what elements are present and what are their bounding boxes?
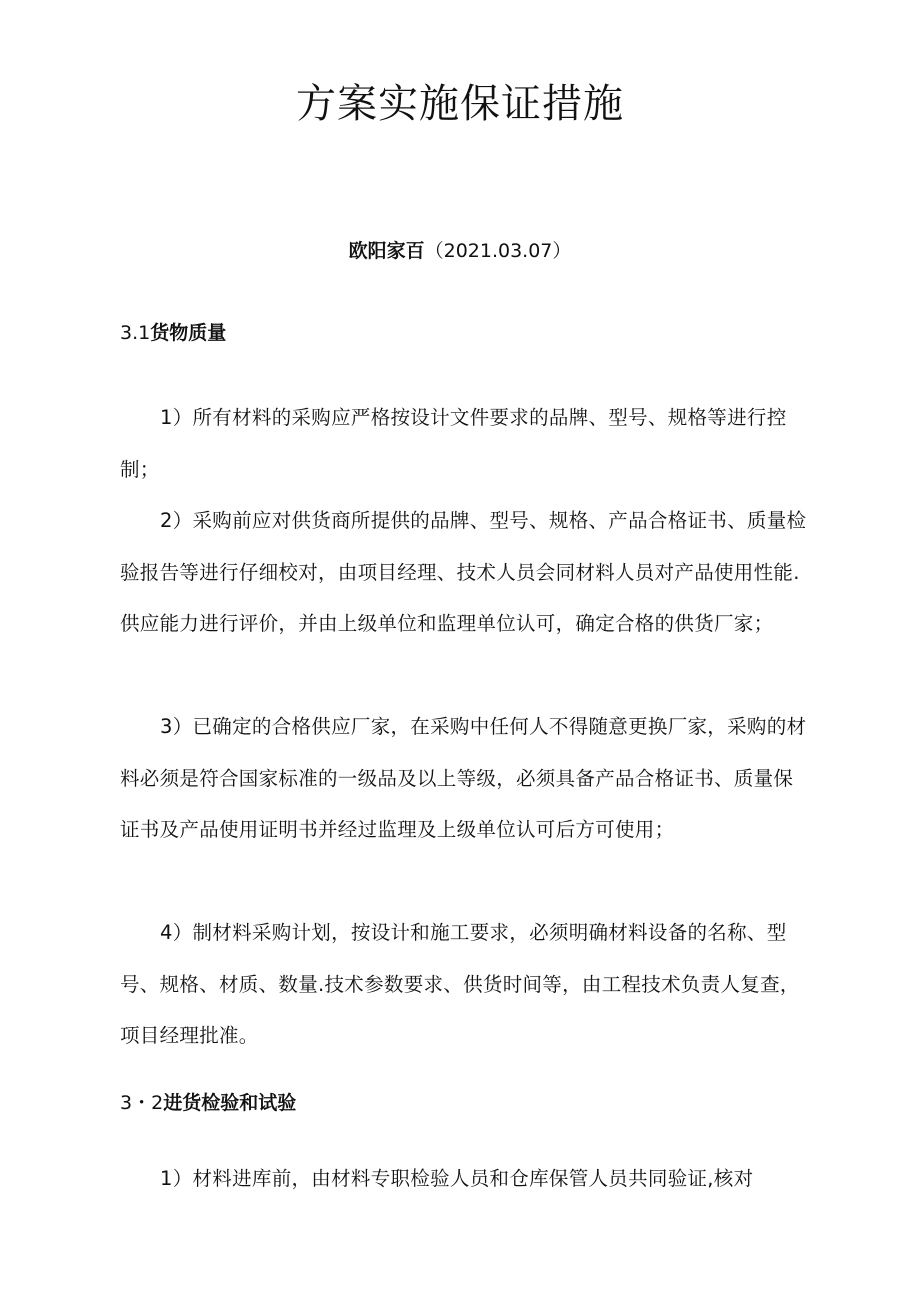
section-title: 进货检验和试验 xyxy=(163,1092,297,1114)
document-title: 方案实施保证措施 xyxy=(296,81,624,127)
author-name: 欧阳家百 xyxy=(348,240,425,262)
paragraph-3-1-item-2: 2）采购前应对供货商所提供的品牌、型号、规格、产品合格证书、质量检验报告等进行仔细校对，由项目经理、技术人员会同材料人员对产品使用性能.供应能力进行评价，并由上级单位和监理单位认可，确定合格的供货厂家； xyxy=(120,509,807,635)
paragraph-3-1-item-1: 1）所有材料的采购应严格按设计文件要求的品牌、型号、规格等进行控制； xyxy=(120,406,787,481)
section-number: 3.1 xyxy=(120,322,151,344)
document-date: （2021.03.07） xyxy=(424,240,572,262)
section-heading-3-1 xyxy=(120,318,226,348)
section-number: 3・2 xyxy=(120,1092,164,1114)
author-line xyxy=(0,236,920,266)
paragraph-3-1-item-3: 3）已确定的合格供应厂家，在采购中任何人不得随意更换厂家，采购的材料必须是符合国家标准的一级品及以上等级，必须具备产品合格证书、质量保证书及产品使用证明书并经过监理及上级单位认可后方可使用； xyxy=(120,715,807,841)
paragraph-3-1-item-4: 4）制材料采购计划，按设计和施工要求，必须明确材料设备的名称、型号、规格、材质、数量.技术参数要求、供货时间等，由工程技术负责人复查，项目经理批准。 xyxy=(120,921,800,1047)
section-heading-3-2 xyxy=(120,1088,296,1118)
section-title: 货物质量 xyxy=(150,322,227,344)
paragraph-3-2-item-1: 1）材料进库前，由材料专职检验人员和仓库保管人员共同验证,核对 xyxy=(160,1167,754,1190)
